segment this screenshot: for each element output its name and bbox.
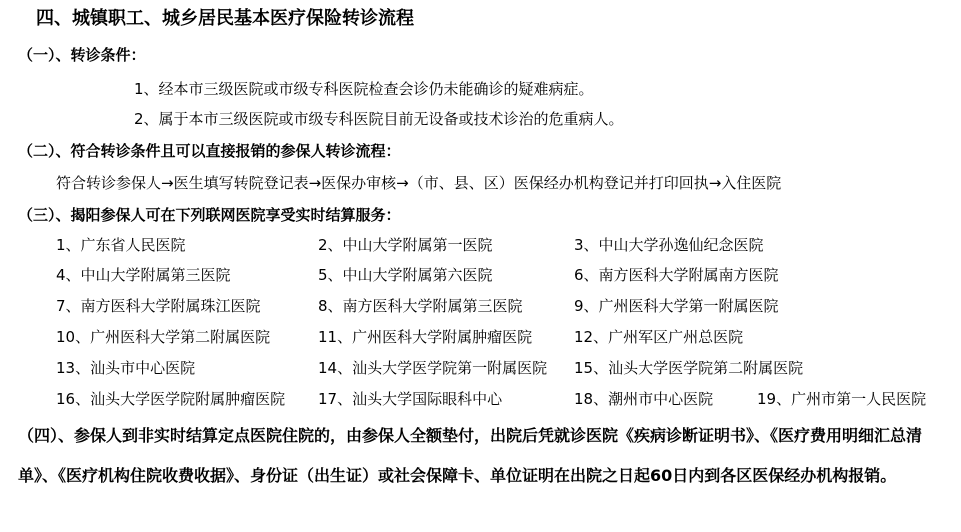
hospital-item: 15、汕头大学医学院第二附属医院 xyxy=(574,359,804,377)
hospital-item: 12、广州军区广州总医院 xyxy=(574,328,744,346)
reimbursement-paragraph xyxy=(18,416,953,496)
hospital-item: 10、广州医科大学第二附属医院 xyxy=(56,328,271,346)
hospital-item: 2、中山大学附属第一医院 xyxy=(318,236,493,254)
section-1-heading: （一）、转诊条件： xyxy=(18,46,146,64)
referral-flow: 符合转诊参保人→医生填写转院登记表→医保办审核→（市、县、区）医保经办机构登记并打印回执→入住医院 xyxy=(56,174,782,192)
hospital-item: 4、中山大学附属第三医院 xyxy=(56,266,231,284)
hospital-item: 1、广东省人民医院 xyxy=(56,236,186,254)
hospital-item: 7、南方医科大学附属珠江医院 xyxy=(56,297,261,315)
section-4-text: （四）、参保人到非实时结算定点医院住院的，由参保人全额垫付，出院后凭就诊医院《疾病诊断证明书》、《医疗费用明细汇总清单》、《医疗机构住院收费收据》、身份证（出生证）或社会保障卡、单位证明在出院之日起60日内到各区医保经办机构报销。 xyxy=(18,426,923,485)
section-3-heading: （三）、揭阳参保人可在下列联网医院享受实时结算服务： xyxy=(18,206,401,224)
section-2-heading: （二）、符合转诊条件且可以直接报销的参保人转诊流程： xyxy=(18,142,401,160)
hospital-item: 18、潮州市中心医院 xyxy=(574,390,714,408)
condition-item-1: 1、经本市三级医院或市级专科医院检查会诊仍未能确诊的疑难病症。 xyxy=(134,80,594,98)
condition-item-2: 2、属于本市三级医院或市级专科医院目前无设备或技术诊治的危重病人。 xyxy=(134,110,624,128)
hospital-item: 5、中山大学附属第六医院 xyxy=(318,266,493,284)
hospital-item: 13、汕头市中心医院 xyxy=(56,359,196,377)
hospital-item: 16、汕头大学医学院附属肿瘤医院 xyxy=(56,390,286,408)
hospital-item: 17、汕头大学国际眼科中心 xyxy=(318,390,503,408)
hospital-item: 19、广州市第一人民医院 xyxy=(757,390,927,408)
page-title: 四、城镇职工、城乡居民基本医疗保险转诊流程 xyxy=(36,8,414,29)
hospital-item: 14、汕头大学医学院第一附属医院 xyxy=(318,359,548,377)
hospital-item: 8、南方医科大学附属第三医院 xyxy=(318,297,523,315)
hospital-item: 3、中山大学孙逸仙纪念医院 xyxy=(574,236,764,254)
hospital-item: 6、南方医科大学附属南方医院 xyxy=(574,266,779,284)
hospital-item: 9、广州医科大学第一附属医院 xyxy=(574,297,779,315)
hospital-item: 11、广州医科大学附属肿瘤医院 xyxy=(318,328,533,346)
